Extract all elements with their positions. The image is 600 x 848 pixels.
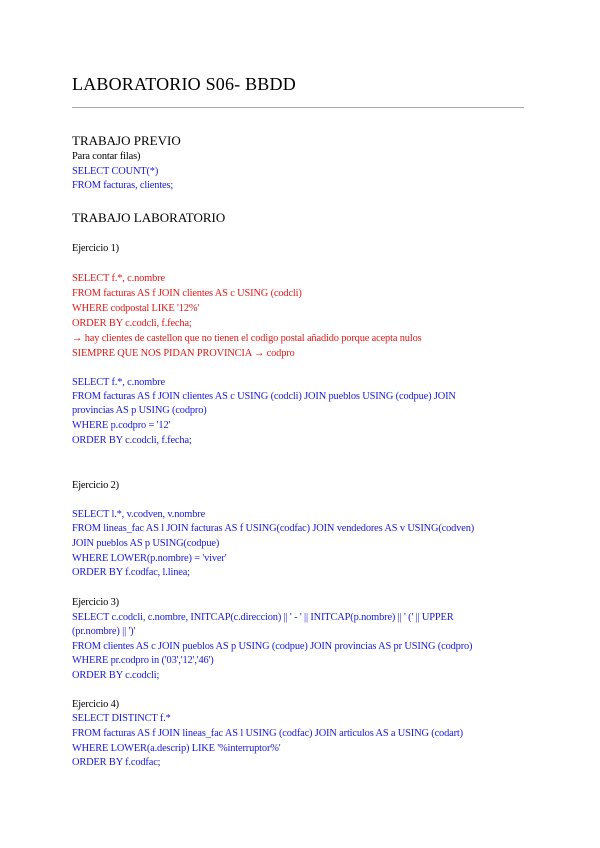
code-line: SELECT c.codcli, c.nombre, INITCAP(c.direccion) || ' - ' || INITCAP(p.nombre) || ' (' || UPPER [72, 612, 454, 623]
code-line: WHERE p.codpro = '12' [72, 420, 171, 431]
code-line: WHERE pr.codpro in ('03','12','46') [72, 655, 214, 666]
code-line: FROM clientes AS c JOIN pueblos AS p USING (codpue) JOIN provincias AS pr USING (codpro) [72, 641, 473, 652]
code-line: ORDER BY c.codcli, f.fecha; [72, 435, 192, 446]
exercise-heading-1: Ejercicio 1) [72, 243, 119, 254]
code-line: SELECT f.*, c.nombre [72, 377, 165, 388]
section-heading-previo: TRABAJO PREVIO [72, 133, 181, 148]
code-line: WHERE LOWER(a.descrip) LIKE '%interruptor%' [72, 743, 281, 754]
code-line: JOIN pueblos AS p USING(codpue) [72, 538, 220, 549]
code-line: FROM lineas_fac AS l JOIN facturas AS f USING(codfac) JOIN vendedores AS v USING(codven) [72, 523, 475, 534]
note-line: → hay clientes de castellon que no tienen el codigo postal añadido porque acepta nulos [72, 333, 422, 344]
code-line: FROM facturas AS f JOIN clientes AS c USING (codcli) [72, 288, 302, 299]
exercise-heading-3: Ejercicio 3) [72, 597, 119, 608]
code-line: SELECT DISTINCT f.* [72, 713, 171, 724]
code-line: FROM facturas AS f JOIN clientes AS c USING (codcli) JOIN pueblos USING (codpue) JOIN [72, 391, 456, 402]
code-line: WHERE LOWER(p.nombre) = 'viver' [72, 553, 227, 564]
document-title: LABORATORIO S06- BBDD [72, 74, 296, 94]
code-line: ORDER BY c.codcli; [72, 670, 160, 681]
code-line: SELECT f.*, c.nombre [72, 273, 165, 284]
previo-note: Para contar filas) [72, 151, 141, 162]
title-divider [72, 107, 524, 108]
section-heading-laboratorio: TRABAJO LABORATORIO [72, 210, 226, 225]
code-line: (pr.nombre) || ')' [72, 626, 136, 637]
exercise-heading-2: Ejercicio 2) [72, 480, 119, 491]
code-line: ORDER BY c.codcli, f.fecha; [72, 318, 192, 329]
code-line: WHERE codpostal LIKE '12%' [72, 303, 200, 314]
exercise-heading-4: Ejercicio 4) [72, 699, 119, 710]
code-line: provincias AS p USING (codpro) [72, 405, 207, 416]
code-line: ORDER BY f.codfac, l.linea; [72, 567, 190, 578]
code-line: FROM facturas AS f JOIN lineas_fac AS l USING (codfac) JOIN articulos AS a USING (codart) [72, 728, 463, 739]
code-line: ORDER BY f.codfac; [72, 757, 161, 768]
code-line: SELECT l.*, v.codven, v.nombre [72, 509, 206, 520]
code-line: FROM facturas, clientes; [72, 180, 174, 191]
note-line: SIEMPRE QUE NOS PIDAN PROVINCIA → codpro [72, 348, 295, 359]
code-line: SELECT COUNT(*) [72, 166, 159, 177]
